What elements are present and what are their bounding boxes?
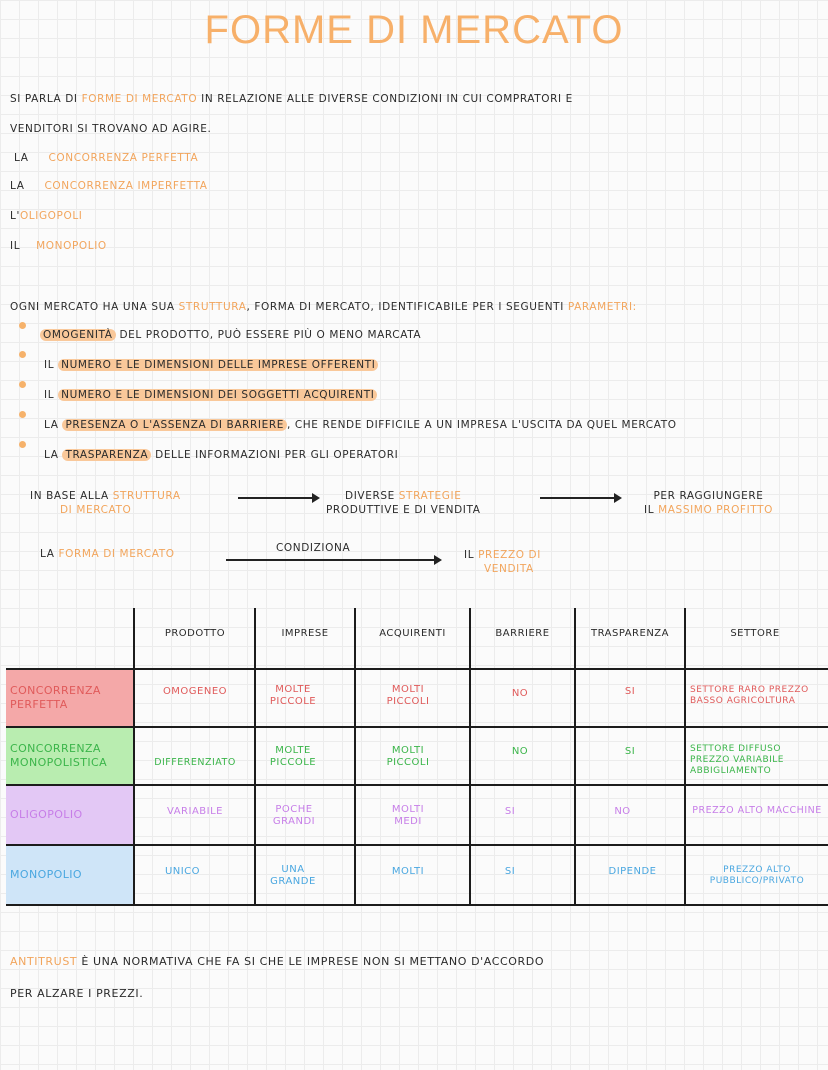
- param-bullet: [44, 359, 378, 371]
- param-bullet: [40, 329, 421, 341]
- table-cell: UNICO: [164, 866, 201, 877]
- arrow-right-icon: [614, 493, 622, 503]
- flow-highlight: FORMA DI MERCATO: [58, 548, 175, 560]
- form-item: [10, 180, 208, 192]
- flow-highlight: PREZZO DI: [478, 549, 541, 561]
- params-intro: [10, 301, 637, 313]
- bullet-dot: [19, 381, 26, 388]
- form-item: [10, 240, 107, 252]
- table-divider: [354, 608, 356, 906]
- page-title: FORME DI MERCATO: [204, 8, 624, 52]
- form-item: [14, 152, 198, 164]
- arrow-right-icon: [312, 493, 320, 503]
- flow-text: IL: [464, 549, 475, 561]
- intro-highlight: FORME DI MERCATO: [81, 93, 198, 105]
- column-header: PRODOTTO: [164, 628, 226, 639]
- row-label: CONCORRENZA MONOPOLISTICA: [10, 742, 108, 769]
- param-highlight: PRESENZA O L'ASSENZA DI BARRIERE: [62, 419, 287, 431]
- flow-middle: [326, 489, 480, 517]
- param-text: LA: [44, 419, 59, 431]
- flow-highlight: STRUTTURA: [112, 490, 181, 502]
- flow-highlight: STRATEGIE: [398, 490, 462, 502]
- bullet-dot: [19, 322, 26, 329]
- flow-text: IL: [644, 504, 655, 516]
- table-cell: MOLTE PICCOLE: [269, 745, 317, 768]
- table-cell: PREZZO ALTO PUBBLICO/PRIVATO: [709, 865, 805, 886]
- antitrust-line-2: PER ALZARE I PREZZI.: [10, 987, 144, 1000]
- param-text: DEL PRODOTTO, PUÒ ESSERE PIÙ O MENO MARCATA: [119, 329, 422, 341]
- form-article: IL: [10, 240, 21, 252]
- intro-text: IN RELAZIONE ALLE DIVERSE CONDIZIONI IN CUI COMPRATORI E: [201, 93, 573, 105]
- table-cell: MOLTE PICCOLE: [269, 684, 317, 707]
- param-highlight: TRASPARENZA: [62, 449, 151, 461]
- param-text: DELLE INFORMAZIONI PER GLI OPERATORI: [155, 449, 399, 461]
- table-cell: MOLTI: [391, 866, 425, 877]
- antitrust-highlight: ANTITRUST: [10, 955, 78, 968]
- table-cell: SI: [624, 746, 636, 757]
- flow-start: [30, 489, 181, 517]
- row-label: OLIGOPOLIO: [10, 808, 83, 821]
- arrow-line: [540, 497, 616, 499]
- bullet-dot: [19, 441, 26, 448]
- params-text: , FORMA DI MERCATO, IDENTIFICABILE PER I SEGUENTI: [246, 301, 564, 313]
- params-text: OGNI MERCATO HA UNA SUA: [10, 301, 175, 313]
- table-cell: SI: [624, 686, 636, 697]
- param-highlight: NUMERO E LE DIMENSIONI DELLE IMPRESE OFFERENTI: [58, 359, 378, 371]
- param-highlight: NUMERO E LE DIMENSIONI DEI SOGGETTI ACQUIRENTI: [58, 389, 377, 401]
- table-cell: VARIABILE: [167, 806, 223, 817]
- row-label: MONOPOLIO: [10, 868, 82, 881]
- table-cell: NO: [511, 746, 529, 757]
- arrow-right-icon: [434, 555, 442, 565]
- flow-price: [464, 548, 541, 576]
- bullet-dot: [19, 351, 26, 358]
- table-cell: MOLTI PICCOLI: [386, 684, 430, 707]
- arrow-line: [226, 559, 436, 561]
- intro-line-2: VENDITORI SI TROVANO AD AGIRE.: [10, 123, 212, 135]
- param-highlight: OMOGENITÀ: [40, 329, 116, 341]
- antitrust-text: È UNA NORMATIVA CHE FA SI CHE LE IMPRESE NON SI METTANO D'ACCORDO: [81, 955, 545, 968]
- antitrust-line-1: [10, 955, 544, 968]
- form-article: L': [10, 210, 20, 222]
- flow-highlight: VENDITA: [484, 563, 534, 575]
- column-header: IMPRESE: [281, 628, 329, 639]
- form-article: LA: [14, 152, 29, 164]
- table-cell: MOLTI MEDI: [391, 804, 425, 827]
- table-cell: MOLTI PICCOLI: [386, 745, 430, 768]
- table-cell: NO: [511, 688, 529, 699]
- column-header: BARRIERE: [495, 628, 550, 639]
- flow-form: [40, 548, 175, 560]
- params-highlight: PARAMETRI:: [567, 301, 637, 313]
- form-name: CONCORRENZA IMPERFETTA: [44, 180, 208, 192]
- flow-end: [644, 489, 773, 517]
- params-highlight: STRUTTURA: [178, 301, 247, 313]
- param-text: LA: [44, 449, 59, 461]
- param-text: , CHE RENDE DIFFICILE A UN IMPRESA L'USCITA DA QUEL MERCATO: [286, 419, 677, 431]
- flow-highlight: DI MERCATO: [60, 504, 132, 516]
- form-name: OLIGOPOLI: [19, 210, 83, 222]
- table-cell: SETTORE RARO PREZZO BASSO AGRICOLTURA: [690, 685, 809, 706]
- param-bullet: [44, 419, 677, 431]
- column-header: TRASPARENZA: [590, 628, 669, 639]
- flow-text: IN BASE ALLA: [30, 490, 109, 502]
- table-cell: POCHE GRANDI: [272, 804, 316, 827]
- flow-text: PRODUTTIVE E DI VENDITA: [326, 504, 481, 516]
- table-cell: NO: [614, 806, 631, 817]
- table-cell: OMOGENEO: [162, 686, 228, 697]
- flow-highlight: MASSIMO PROFITTO: [658, 504, 773, 516]
- table-cell: DIFFERENZIATO: [154, 757, 236, 768]
- param-text: IL: [44, 389, 55, 401]
- table-cell: UNA GRANDE: [270, 864, 316, 887]
- form-article: LA: [10, 180, 25, 192]
- table-cell: SI: [504, 806, 516, 817]
- form-item: [10, 210, 83, 222]
- bullet-dot: [19, 411, 26, 418]
- column-header: SETTORE: [730, 628, 780, 639]
- table-rule: [6, 904, 828, 906]
- table-cell: SI: [504, 866, 516, 877]
- column-header: ACQUIRENTI: [379, 628, 446, 639]
- form-name: CONCORRENZA PERFETTA: [48, 152, 199, 164]
- param-bullet: [44, 389, 377, 401]
- flow-text: LA: [40, 548, 55, 560]
- flow-text: DIVERSE: [345, 490, 395, 502]
- intro-text: SI PARLA DI: [10, 93, 78, 105]
- intro-line-1: [10, 93, 573, 105]
- arrow-line: [238, 497, 314, 499]
- param-bullet: [44, 449, 398, 461]
- arrow-label: CONDIZIONA: [276, 542, 351, 554]
- row-label: CONCORRENZA PERFETTA: [10, 684, 101, 711]
- flow-text: PER RAGGIUNGERE: [653, 490, 764, 502]
- table-cell: PREZZO ALTO MACCHINE: [692, 805, 822, 816]
- form-name: MONOPOLIO: [36, 240, 107, 252]
- param-text: IL: [44, 359, 55, 371]
- table-cell: SETTORE DIFFUSO PREZZO VARIABILE ABBIGLIAMENTO: [690, 744, 784, 776]
- table-cell: DIPENDE: [608, 866, 657, 877]
